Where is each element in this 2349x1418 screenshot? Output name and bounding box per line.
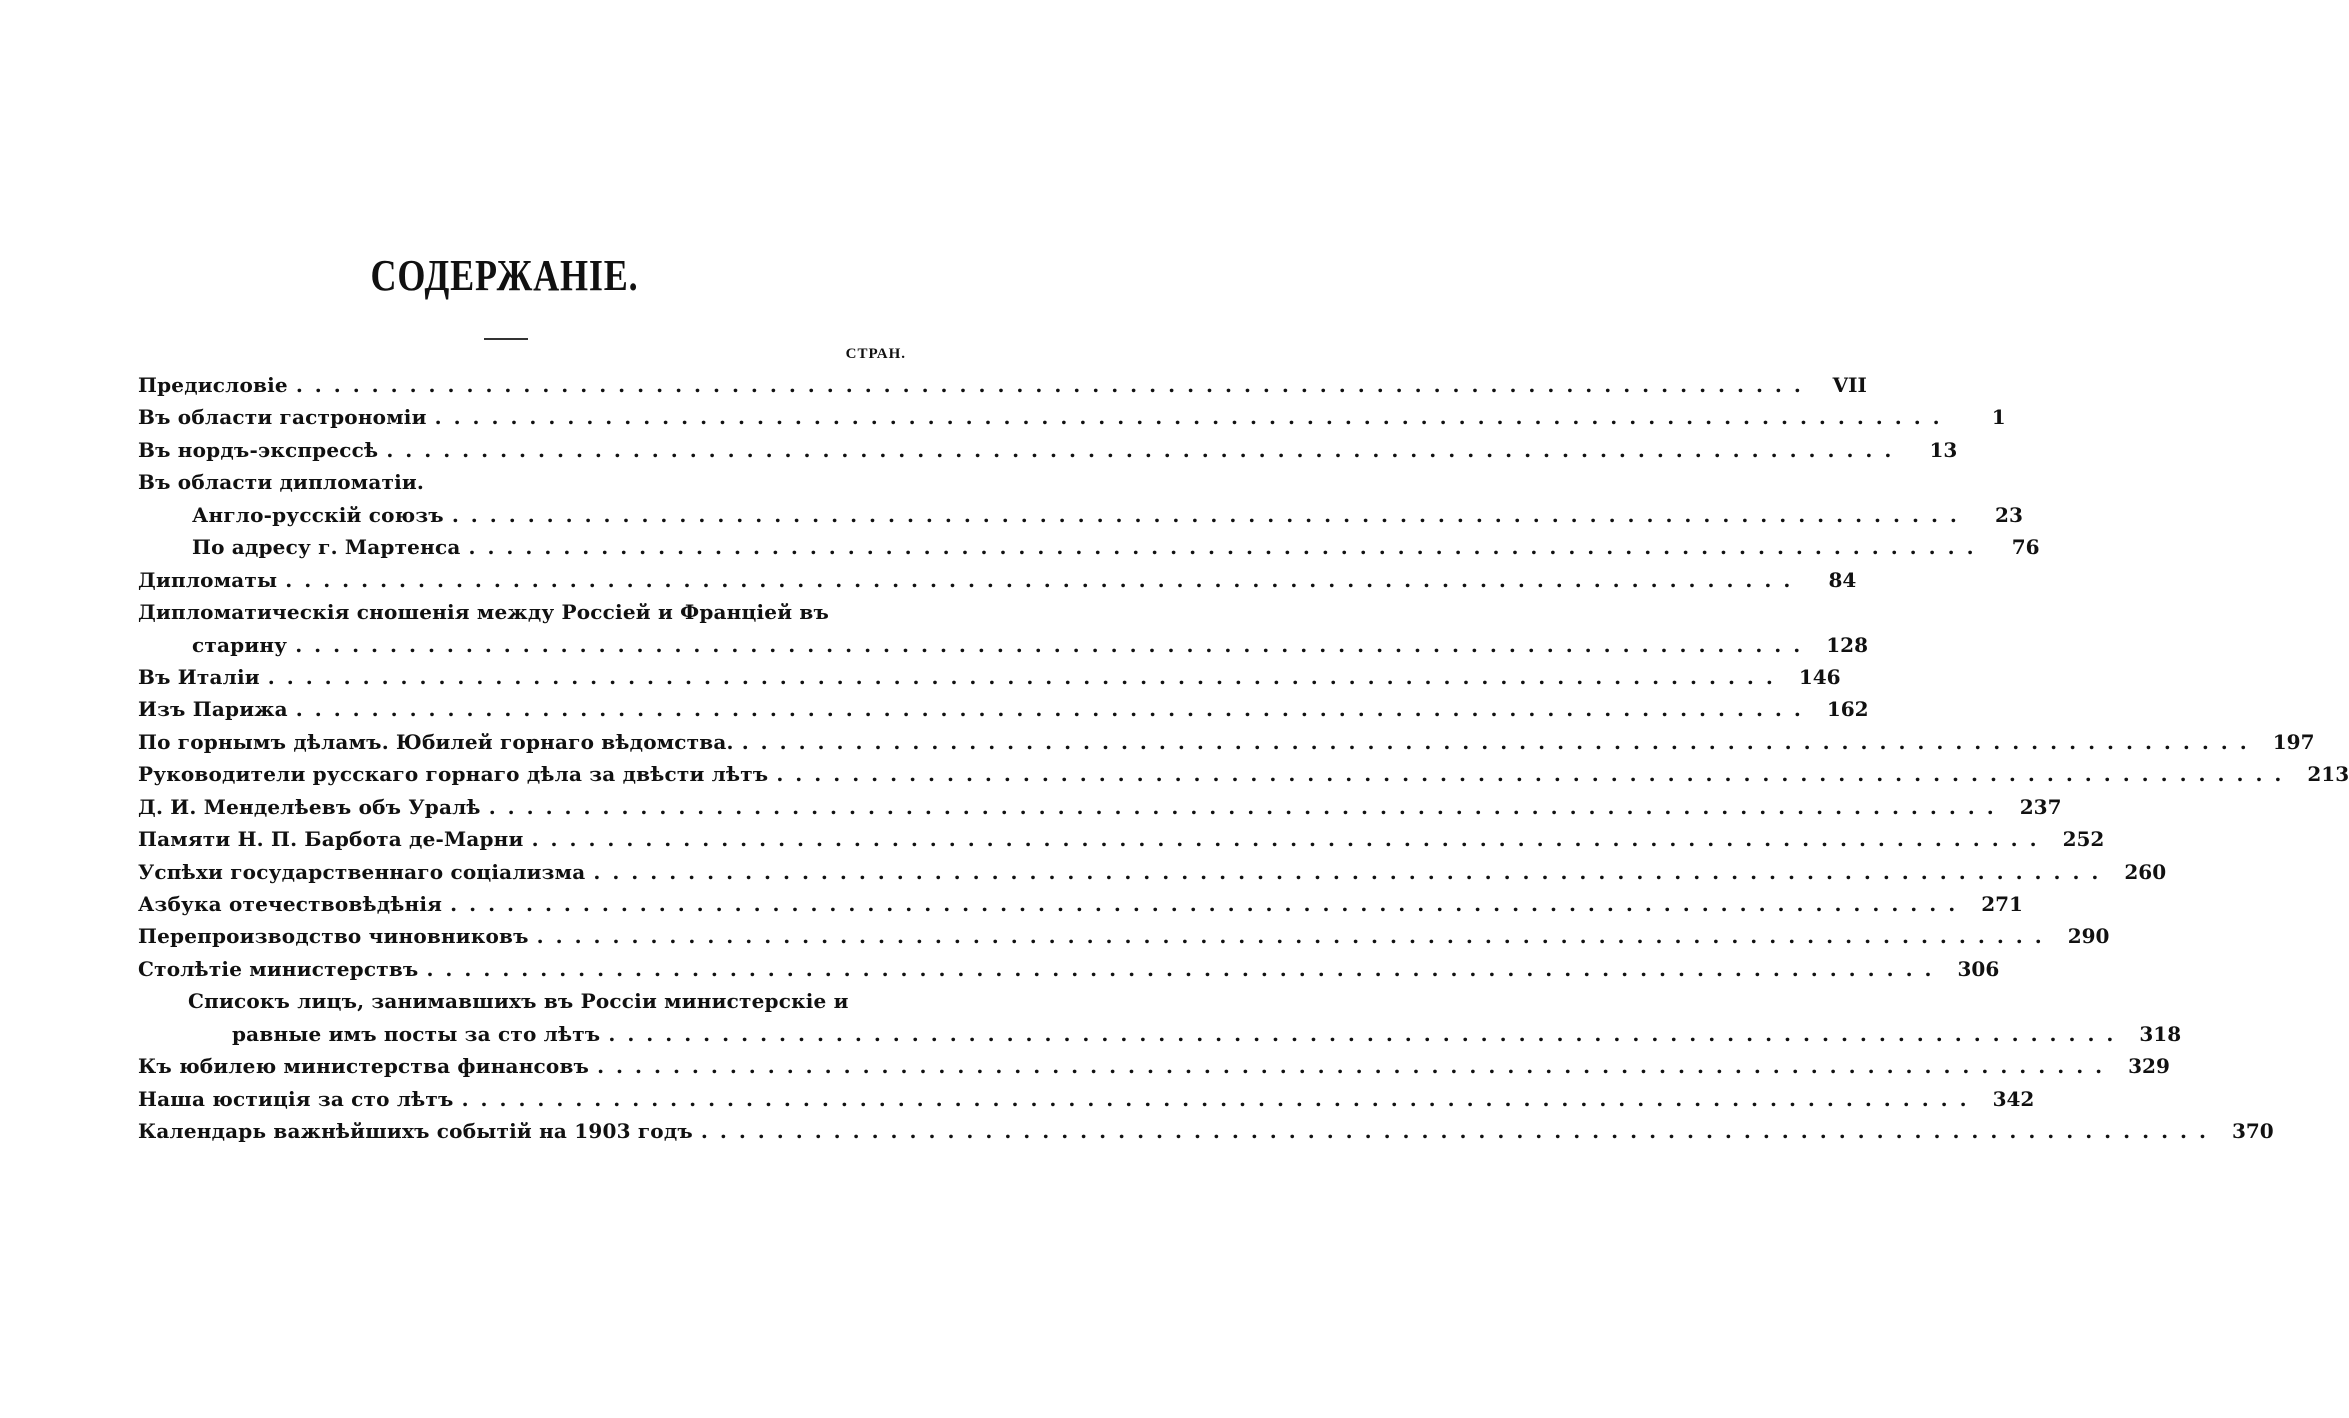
toc-subentry: [138, 499, 2023, 531]
toc-entry-page: 370: [2231, 1119, 2274, 1144]
toc-entry-title: Д. И. Менделѣевъ объ Уралѣ: [138, 794, 481, 819]
toc-entry-page: 76: [2011, 535, 2040, 560]
dot-leader: ................................................................................: [468, 535, 1986, 560]
toc-entry-page: 271: [1981, 892, 2023, 916]
toc-entry-page: 23: [1995, 502, 2023, 527]
toc-entry-page: 342: [1992, 1086, 2035, 1111]
dot-leader: ................................................................................: [593, 859, 2111, 884]
toc-entry-title: Успѣхи государственнаго соціализма: [138, 859, 586, 884]
toc-entry-page: 162: [1826, 697, 1869, 722]
toc-entry-page: 146: [1798, 664, 1841, 689]
dot-leader: ................................................................................: [285, 567, 1803, 592]
toc-entry-title: Списокъ лицъ, занимавшихъ въ Россіи министерскіе и: [188, 989, 849, 1014]
toc-entry-title: Въ нордъ-экспрессѣ: [138, 437, 379, 462]
toc-entry: [138, 661, 1841, 693]
toc-entry-page: 329: [2128, 1054, 2170, 1079]
toc-subentry-line-1: [138, 985, 908, 1017]
dot-leader: ................................................................................: [295, 632, 1813, 657]
toc-subentry: [138, 531, 2040, 563]
toc-entry: [138, 856, 2167, 888]
toc-entry-title: равные имъ посты за сто лѣтъ: [232, 1021, 601, 1046]
toc-entry-title: Въ области дипломатіи.: [138, 470, 425, 495]
dot-leader: ................................................................................: [267, 664, 1785, 689]
dot-leader: ................................................................................: [741, 729, 2259, 754]
toc-entry: [138, 823, 2105, 855]
dot-leader: ................................................................................: [608, 1021, 2126, 1046]
dot-leader: ................................................................................: [386, 437, 1904, 462]
toc-entry: [138, 1083, 2035, 1115]
toc-entry-line-2: [138, 629, 1868, 661]
dot-leader: ................................................................................: [434, 405, 1952, 430]
toc-entry: [138, 726, 2315, 758]
table-of-contents: [138, 369, 2349, 1148]
toc-entry-page: 306: [1957, 956, 2000, 981]
toc-entry-title: Въ Италіи: [138, 664, 260, 689]
toc-entry-title: Дипломатическія сношенія между Россіей и Франціей въ: [138, 600, 830, 625]
toc-entry-page: 197: [2272, 729, 2315, 754]
dot-leader: ................................................................................: [597, 1054, 2115, 1079]
toc-entry: [138, 693, 1869, 725]
toc-entry-title: Перепроизводство чиновниковъ: [138, 924, 529, 949]
toc-entry-line-1: [138, 596, 908, 628]
toc-entry-page: 260: [2124, 859, 2167, 884]
toc-entry-title: По горнымъ дѣламъ. Юбилей горнаго вѣдомства.: [138, 729, 734, 754]
toc-subentry-line-2: [138, 1018, 2182, 1050]
toc-entry-page: 13: [1929, 437, 1958, 462]
toc-entry-page: 290: [2067, 924, 2110, 949]
toc-entry-title: Въ области гастрономіи: [138, 405, 427, 430]
dot-leader: ................................................................................: [488, 794, 2006, 819]
toc-entry-page: 252: [2062, 827, 2105, 852]
toc-entry-title: Англо-русскій союзъ: [192, 502, 444, 527]
dot-leader: ................................................................................: [536, 924, 2054, 949]
toc-entry-title: Памяти Н. П. Барбота де-Марни: [138, 827, 524, 852]
toc-entry: [138, 920, 2110, 952]
dot-leader: ................................................................................: [426, 956, 1944, 981]
page-column-label: СТРАН.: [845, 346, 906, 362]
toc-entry-page: 318: [2139, 1021, 2182, 1046]
toc-entry-title: Наша юстиція за сто лѣтъ: [138, 1086, 454, 1111]
toc-entry: [138, 791, 2062, 823]
toc-entry-page: 1: [1991, 405, 2006, 430]
toc-entry-title: Столѣтіе министерствъ: [138, 956, 419, 981]
dot-leader: ................................................................................: [295, 373, 1813, 397]
dot-leader: ................................................................................: [776, 762, 2294, 787]
toc-entry-title: Изъ Парижа: [138, 697, 288, 722]
toc-entry-title: По адресу г. Мартенса: [192, 535, 461, 560]
toc-entry-page: 213: [2307, 762, 2349, 787]
dot-leader: ................................................................................: [451, 502, 1969, 527]
toc-entry: [138, 1050, 2170, 1082]
toc-entry: [138, 434, 1958, 466]
dot-leader: ................................................................................: [531, 827, 2049, 852]
toc-entry: [138, 758, 2349, 790]
dot-leader: ................................................................................: [450, 892, 1968, 916]
toc-entry-title: Дипломаты: [138, 567, 278, 592]
toc-entry-page: 84: [1828, 567, 1857, 592]
toc-entry: [138, 401, 2006, 433]
toc-entry: [138, 564, 1857, 596]
toc-entry: [138, 953, 2000, 985]
dot-leader: ................................................................................: [295, 697, 1813, 722]
toc-entry: [138, 1115, 2274, 1147]
toc-entry-title: старину: [192, 632, 288, 657]
dot-leader: ................................................................................: [461, 1086, 1979, 1111]
toc-entry-title: Руководители русскаго горнаго дѣла за двѣсти лѣтъ: [138, 762, 769, 787]
toc-entry: [138, 369, 1867, 401]
toc-section-heading: [138, 466, 908, 498]
toc-entry: [138, 888, 2023, 920]
page-title: СОДЕРЖАНІЕ.: [370, 251, 639, 300]
toc-entry-title: Календарь важнѣйшихъ событій на 1903 годъ: [138, 1119, 693, 1144]
toc-entry-title: Предисловіе: [138, 373, 288, 397]
toc-entry-page: 128: [1826, 632, 1868, 657]
title-divider: [484, 338, 528, 340]
dot-leader: ................................................................................: [700, 1119, 2218, 1144]
toc-entry-page: VII: [1832, 373, 1867, 397]
toc-entry-title: Азбука отечествовѣдѣнія: [138, 892, 443, 916]
toc-entry-title: Къ юбилею министерства финансовъ: [138, 1054, 590, 1079]
toc-entry-page: 237: [2019, 794, 2062, 819]
